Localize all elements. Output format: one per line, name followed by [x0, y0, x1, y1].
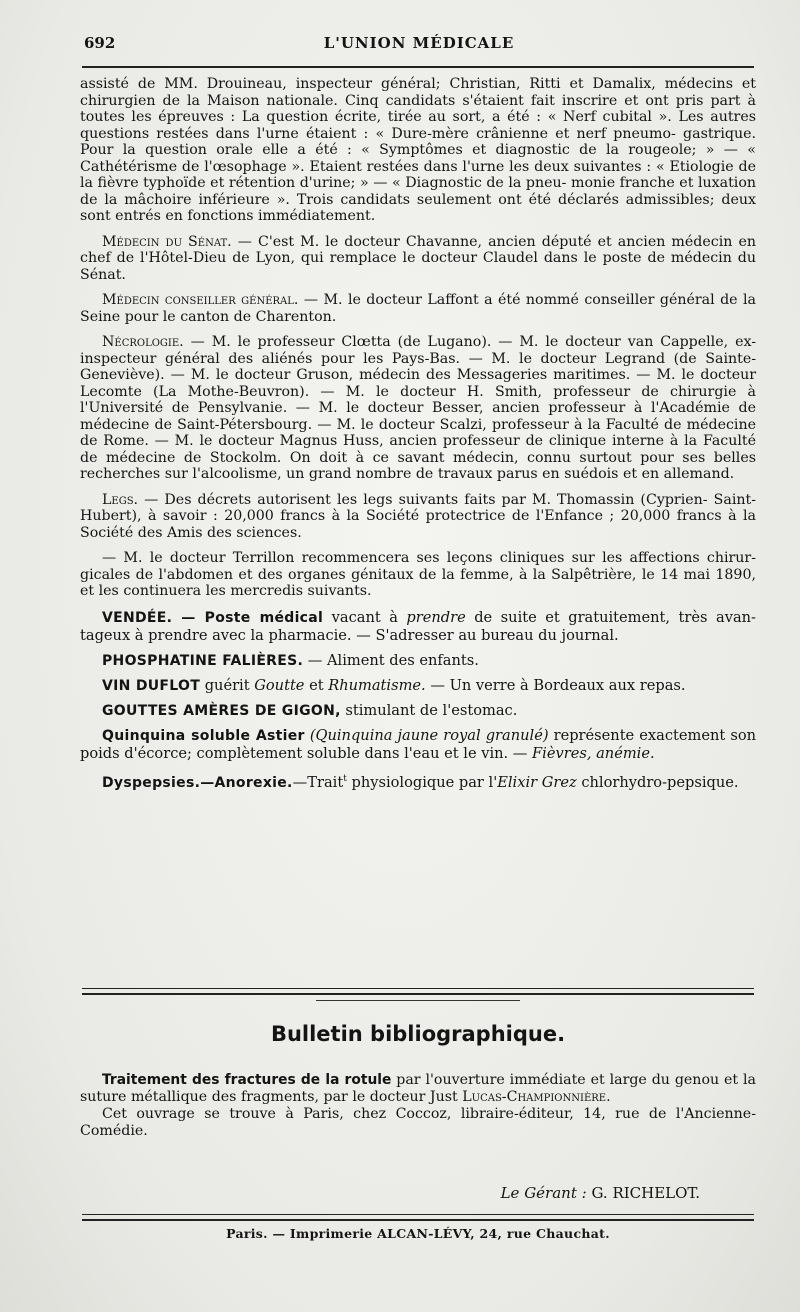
gerant-label: Le Gérant :	[500, 1184, 587, 1202]
ad-text: vacant à	[323, 608, 407, 626]
paragraph-legs	[80, 492, 756, 542]
paragraph-necrologie	[80, 334, 756, 483]
gerant-name: G. RICHELOT.	[586, 1184, 700, 1202]
gerant-signature	[501, 1184, 700, 1202]
text-line: autres questions restées dans l'urne étaient : « Dure-mère crânienne et nerf pneumo-	[80, 109, 756, 142]
ad-text: tageux à prendre avec la pharmacie. — S'adresser au bureau du journal.	[80, 626, 619, 644]
ad-heading: GOUTTES AMÈRES DE GIGON,	[102, 702, 341, 719]
text-line: — Des décrets autorisent les legs suivants faits par M. Thomassin (Cyprien-	[138, 491, 708, 508]
paragraph-admissions	[80, 76, 756, 225]
text-line: parus en suédois et en allemand.	[496, 466, 735, 482]
text-line: — M. le professeur Clœtta (de Lugano). — M. le docteur van Cappelle,	[183, 334, 729, 350]
text-line: M. le docteur Lecomte (La Mothe-Beuvron). — M. le docteur H. Smith, professeur de	[80, 367, 757, 400]
section-label: Médecin du Sénat.	[102, 233, 232, 250]
book-title: Traitement des fractures de la rotule	[102, 1072, 392, 1088]
ad-text: —Trait	[292, 773, 344, 791]
paragraph-lecons-cliniques	[80, 550, 756, 600]
ad-text: (Quinquina jaune royal granulé)	[309, 726, 549, 744]
text-line: gastrique. Pour la question orale elle a été : « Symptômes et diagnostic de la rougeole; »	[80, 125, 756, 158]
ad-text: guérit	[200, 676, 255, 694]
text-line: assisté de MM. Drouineau, inspecteur général; Christian, Ritti et Damalix, médecins et	[80, 76, 756, 92]
ad-heading: VENDÉE. — Poste médical	[102, 609, 324, 626]
text-line: 1890, et les continuera les mercredis suivants.	[80, 566, 756, 599]
text-line: Cet ouvrage se trouve à Paris, chez Coccoz, libraire-éditeur, 14, rue de l'Ancienne-	[102, 1106, 756, 1122]
header-rule	[82, 66, 754, 68]
text-line: connu surtout pour ses belles recherches sur l'alcoolisme, un grand nombre de travaux	[80, 449, 756, 482]
bulletin-body	[80, 1072, 756, 1140]
text-line: à toutes les épreuves : La question écrite, tirée au sort, a été : « Nerf cubital ». Les	[80, 92, 756, 125]
ad-heading: PHOSPHATINE FALIÈRES.	[102, 652, 304, 669]
author-name: Lucas-Championnière.	[462, 1089, 611, 1105]
running-title: L'UNION MÉDICALE	[323, 34, 515, 52]
text-line: en chef de l'Hôtel-Dieu de Lyon, qui remplace le docteur Claudel dans le poste de	[80, 233, 756, 266]
text-line: clinique interne à la Faculté de médecine de Stockolm. On doit à ce savant médecin,	[80, 433, 756, 466]
text-line: — « Cathétérisme de l'œsophage ». Etaient restées dans l'urne les deux suivantes :	[80, 142, 756, 175]
section-label: Médecin conseiller général.	[102, 292, 299, 308]
text-line: — M. le docteur Laffont a été nommé conseiller général	[298, 292, 715, 308]
text-line: par l'ouverture immédiate et large du	[391, 1072, 670, 1088]
ad-vendee	[80, 609, 756, 645]
ad-text: — Aliment des enfants.	[303, 651, 479, 669]
text-line: de la Seine pour le canton de Charenton.	[80, 292, 757, 325]
text-line: l'Académie de médecine de Saint-Pétersbourg. — M. le docteur Scalzi, professeur à la	[80, 400, 756, 433]
ad-text: t	[343, 773, 347, 784]
ad-vin-duflot	[80, 677, 756, 695]
text-line: à la Société des Amis des sciences.	[80, 508, 757, 541]
ad-text: représente exactement	[548, 726, 726, 744]
ad-text: son poids d'écorce; complètement soluble dans l'eau et le vin. —	[80, 726, 757, 762]
ad-text: prendre	[406, 608, 466, 626]
ad-text: — Un verre à Bordeaux aux repas.	[425, 676, 686, 694]
section-label: Nécrologie.	[102, 334, 184, 350]
bulletin-title: Bulletin bibliographique.	[270, 1022, 566, 1046]
publisher-entry	[80, 1106, 756, 1140]
text-line: — C'est M. le docteur Chavanne, ancien député et ancien médecin	[231, 233, 733, 250]
ad-dyspepsies	[80, 770, 756, 792]
ad-text: Goutte	[254, 676, 305, 694]
footer-divider	[82, 1214, 754, 1221]
ad-heading: VIN DUFLOT	[102, 677, 201, 694]
text-line: Saint-Hubert), à savoir : 20,000 francs à la Société protectrice de l'Enfance ; 20,000 francs	[80, 491, 756, 524]
advertisements	[80, 609, 756, 792]
text-line: « Etiologie de la fièvre typhoïde et rétention d'urine; » — « Diagnostic de la pneu-	[80, 158, 756, 191]
text-line: Faculté de médecine de Rome. — M. le docteur Magnus Huss, ancien professeur de	[80, 416, 756, 449]
paragraph-conseiller-general	[80, 292, 756, 325]
text-line: Sainte-Geneviève). — M. le docteur Gruson, médecin des Messageries maritimes. —	[80, 350, 757, 383]
text-line: ex-inspecteur général des aliénés pour les Pays-Bas. — M. le docteur Legrand (de	[80, 334, 757, 367]
text-line: été déclarés admissibles; deux sont entrés en fonctions immédiatement.	[80, 191, 757, 224]
text-line: monie franche et luxation de la mâchoire inférieure ». Trois candidats seulement ont	[80, 175, 756, 208]
ad-gouttes-gigon	[80, 702, 756, 720]
ad-quinquina	[80, 727, 756, 763]
page-header	[84, 34, 754, 58]
paragraph-medecin-senat	[80, 234, 756, 284]
page-number: 692	[84, 34, 116, 52]
ad-text: chlorhydro-pepsique.	[576, 773, 739, 791]
ad-heading: Dyspepsies.—Anorexie.	[102, 774, 293, 791]
text-line: médecin du Sénat.	[80, 250, 756, 283]
text-line: chirurgien de la Maison nationale. Cinq candidats s'étaient fait inscrire et ont pris part	[80, 92, 741, 109]
text-line: genou et la suture métallique des fragments, par le docteur Just	[80, 1072, 756, 1105]
text-line: Comédie.	[80, 1123, 148, 1139]
ad-phosphatine	[80, 652, 756, 670]
text-line: — M. le docteur Terrillon recommencera ses leçons cliniques sur les affections chirur-	[102, 550, 756, 566]
imprint-line: Paris. — Imprimerie ALCAN-LÉVY, 24, rue Chauchat.	[226, 1226, 610, 1241]
article-body	[80, 76, 756, 791]
ad-text: et	[304, 676, 329, 694]
text-line: gicales de l'abdomen et des organes génitaux de la femme, à la Salpêtrière, le 14 mai	[80, 566, 710, 583]
book-entry	[80, 1072, 756, 1106]
section-divider	[82, 988, 754, 995]
ad-text: de suite et gratuitement, très avan-	[465, 608, 756, 626]
ad-text: stimulant de l'estomac.	[340, 701, 518, 719]
ad-heading: Quinquina soluble Astier	[102, 727, 305, 744]
ad-text: Elixir Grez	[497, 773, 577, 791]
ad-text: Fièvres, anémie.	[532, 744, 655, 762]
text-line: chirurgie à l'Université de Pensylvanie. — M. le docteur Besser, ancien professeur à	[80, 383, 756, 416]
section-label: Legs.	[102, 491, 139, 508]
short-rule	[316, 1000, 520, 1001]
ad-text: physiologique par l'	[346, 773, 498, 791]
ad-text: Rhumatisme.	[328, 676, 426, 694]
